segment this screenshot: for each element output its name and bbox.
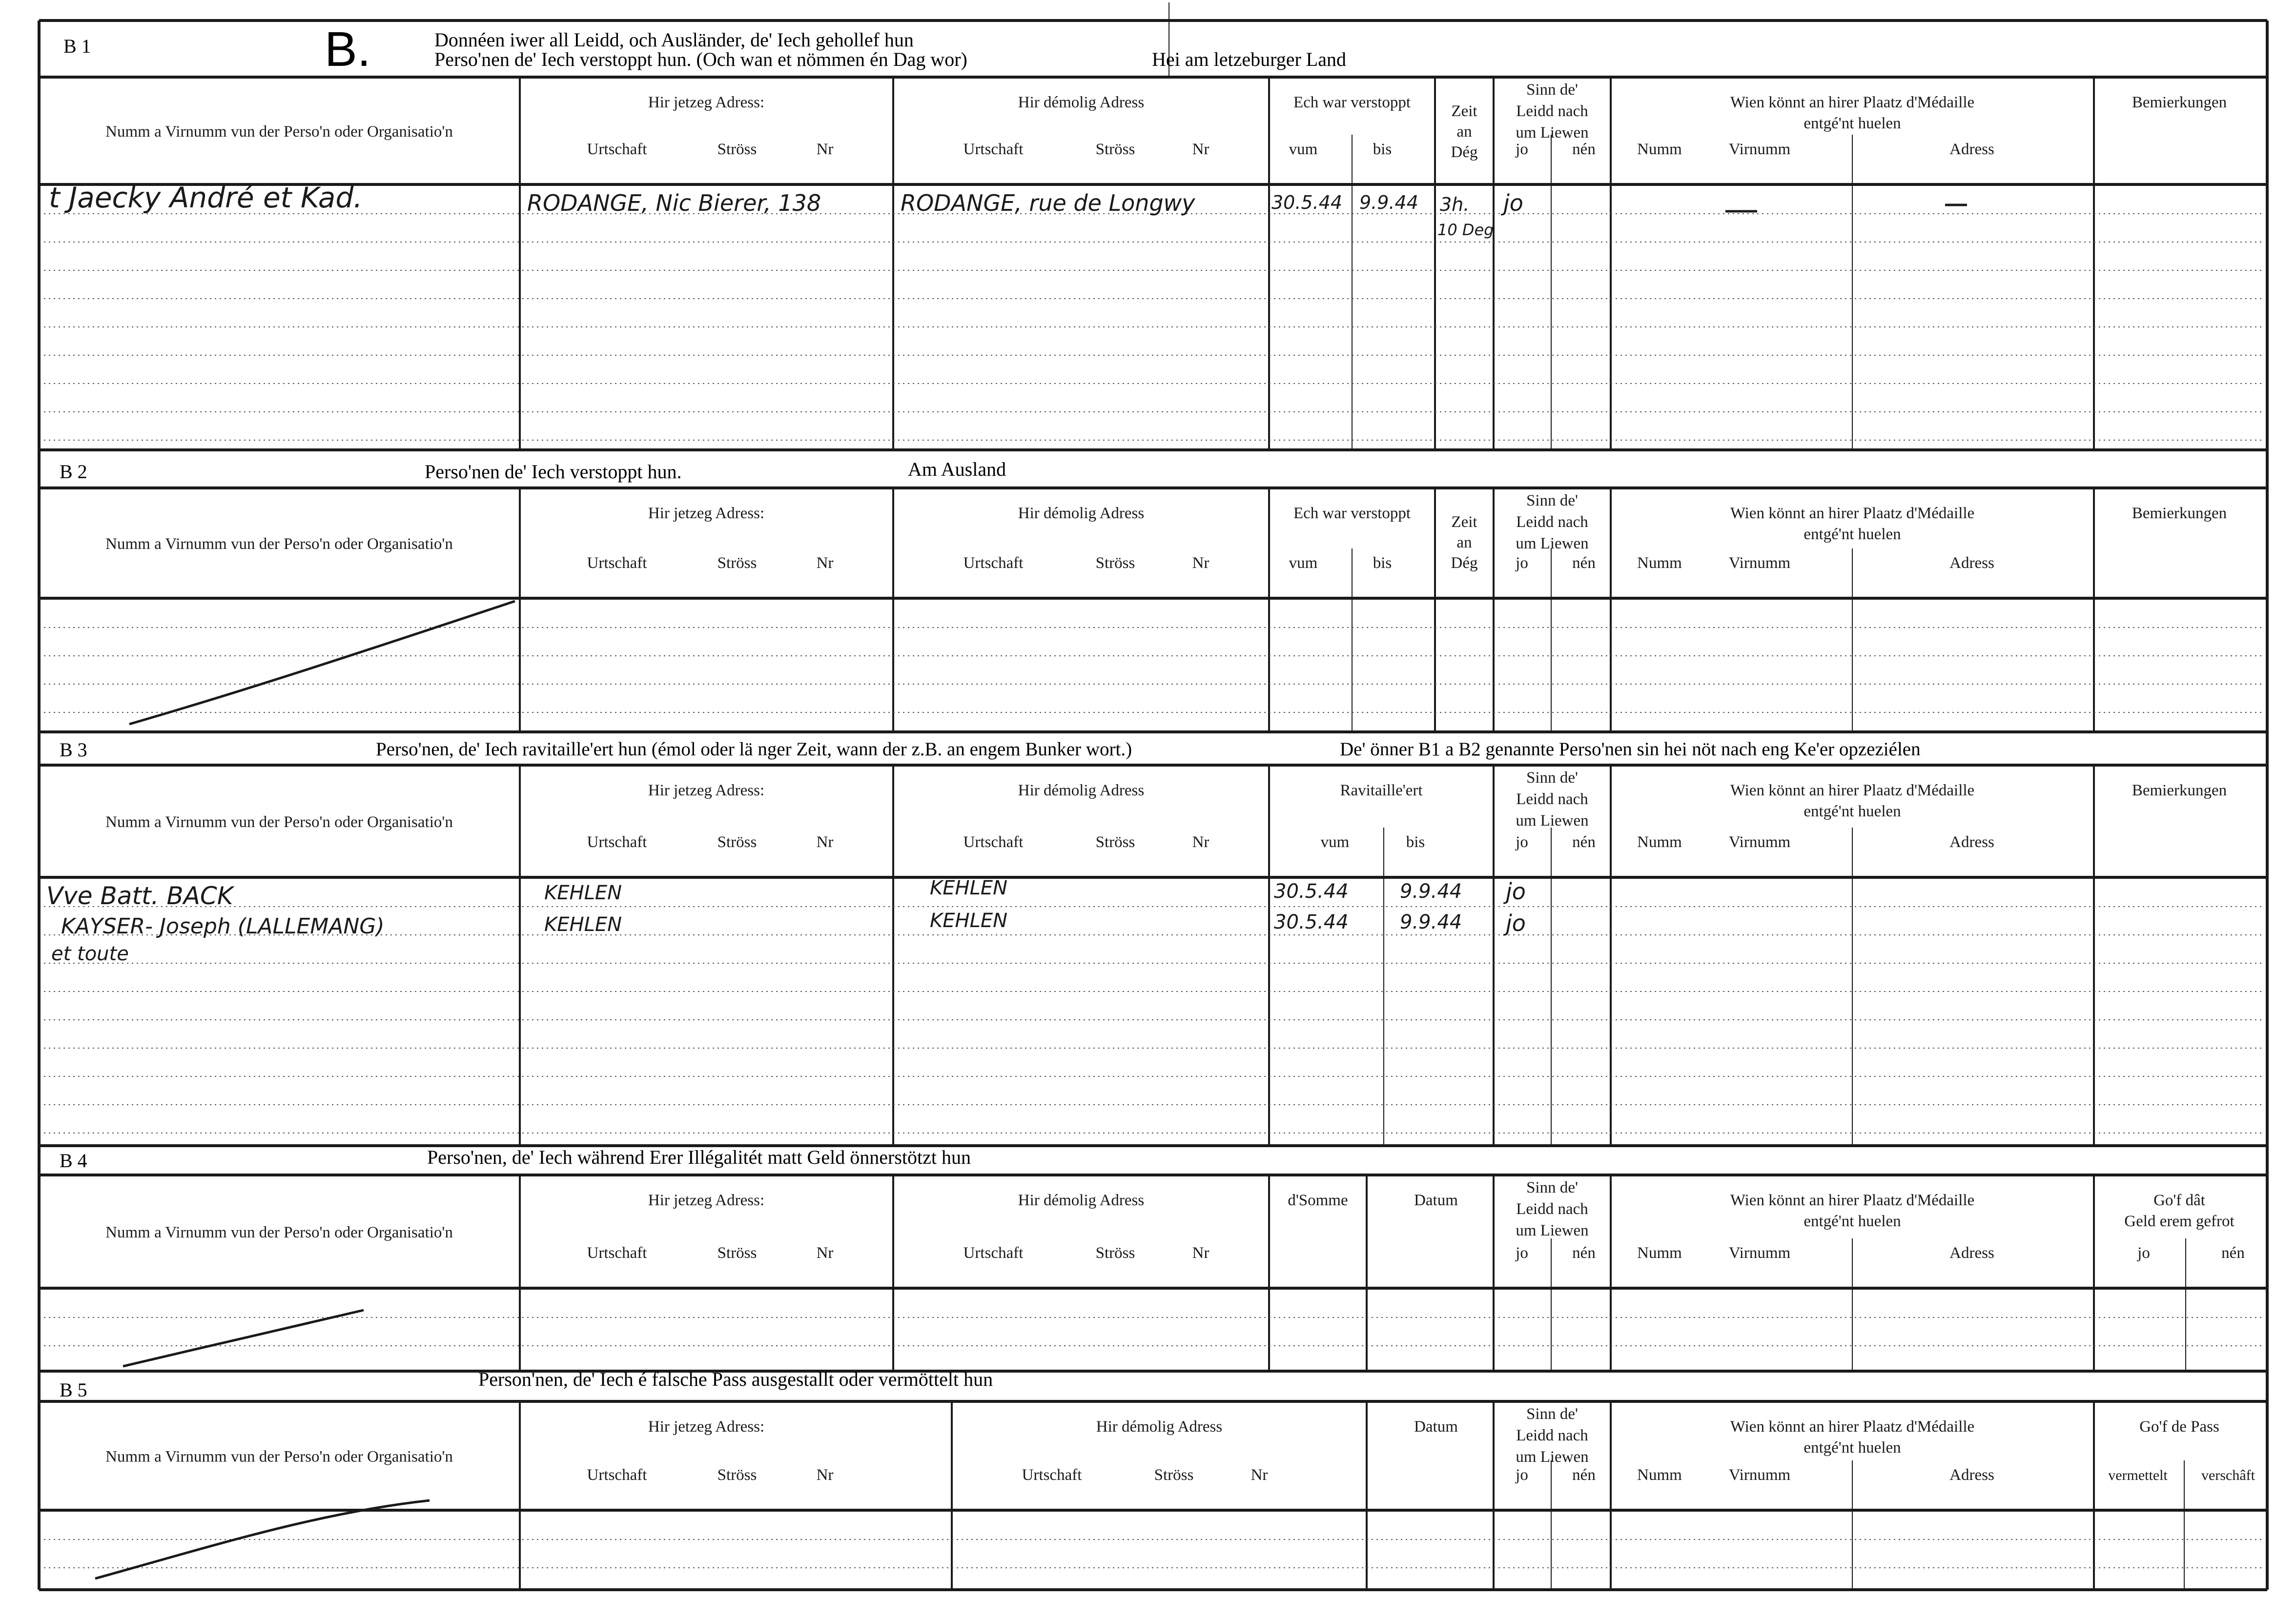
big-section-letter: B. [325, 22, 371, 77]
dotted-row-lines [44, 214, 2262, 1568]
header-label-stross: Ströss [1095, 554, 1135, 572]
header-label-sinn3: um Liewen [1516, 1222, 1589, 1239]
header-label-sinn2: Leidd nach [1516, 1200, 1588, 1218]
header-label-urtschaft: Urtschaft [1022, 1466, 1082, 1484]
header-label-name_col: Numm a Virnumm vun der Perso'n oder Organisatio'n [105, 1224, 453, 1241]
header-label-stross: Ströss [717, 1466, 757, 1484]
b3-entry-rows [46, 877, 1526, 965]
header-label-sinn3: um Liewen [1516, 1448, 1589, 1466]
b3-title: Perso'nen, de' Iech ravitaille'ert hun (émol oder lä nger Zeit, wann der z.B. an engem Bunker wort.) [376, 739, 1132, 760]
header-label-sinn1: Sinn de' [1526, 81, 1578, 99]
header-label-gof1: Go'f dât [2153, 1192, 2205, 1209]
header-label-jo: jo [1516, 1466, 1528, 1484]
b1-to-date-entry: 9.9.44 [1359, 192, 1418, 213]
b4-strike-line [123, 1310, 364, 1366]
header-label-numm: Numm [1637, 1466, 1682, 1484]
header-label-medal2: entgé'nt huelen [1804, 1439, 1901, 1457]
header-label-stross: Ströss [717, 833, 757, 851]
header-label-stross: Ströss [1095, 1244, 1135, 1262]
b3-row3-name-entry: et toute [51, 943, 129, 965]
header-label-sinn2: Leidd nach [1516, 513, 1588, 531]
header-label-sinn3: um Liewen [1516, 535, 1589, 552]
b1-days-entry-1: 3h. [1440, 194, 1470, 215]
header-label-remarks: Bemierkungen [2132, 505, 2227, 522]
header-label-current_address: Hir jetzeg Adress: [648, 782, 765, 799]
b3-right-title: De' önner B1 a B2 genannte Perso'nen sin hei nöt nach eng Ke'er opzeziélen [1340, 739, 1921, 760]
header-label-medal2: entgé'nt huelen [1804, 526, 1901, 543]
header-label-name_col: Numm a Virnumm vun der Perso'n oder Organisatio'n [105, 123, 453, 141]
form-title-line1: Donnéen iwer all Leidd, och Ausländer, de' Iech gehollef hun [434, 29, 914, 51]
header-label-remarks: Bemierkungen [2132, 782, 2227, 799]
header-label-vum: vum [1289, 554, 1318, 572]
b5-code: B 5 [60, 1379, 87, 1401]
header-label-jo: jo [1516, 833, 1528, 851]
header-label-name_col: Numm a Virnumm vun der Perso'n oder Organisatio'n [105, 813, 453, 831]
b1-from-date-entry: 30.5.44 [1271, 192, 1343, 213]
header-label-stross: Ströss [717, 141, 757, 158]
header-label-nr: Nr [816, 1466, 834, 1484]
header-label-stross: Ströss [1095, 833, 1135, 851]
b4-code: B 4 [60, 1150, 87, 1172]
header-label-medal1: Wien könnt an hirer Plaatz d'Médaille [1730, 782, 1975, 799]
header-label-nr: Nr [1192, 833, 1210, 851]
header-label-adress: Adress [1949, 141, 1994, 158]
header-label-nr: Nr [1192, 141, 1210, 158]
header-label-vum: vum [1289, 141, 1318, 158]
column-header-labels [105, 81, 2255, 1484]
b2-right-title: Am Ausland [908, 458, 1006, 480]
header-label-adress: Adress [1949, 1466, 1994, 1484]
header-label-urtschaft: Urtschaft [587, 833, 647, 851]
header-label-numm: Numm [1637, 833, 1682, 851]
header-label-current_address: Hir jetzeg Adress: [648, 1192, 765, 1209]
header-label-gofpass: Go'f de Pass [2139, 1418, 2219, 1436]
header-label-current_address: Hir jetzeg Adress: [648, 1418, 765, 1436]
b3-row2-current-entry: KEHLEN [544, 913, 622, 936]
header-label-nen: nén [1572, 1244, 1596, 1262]
header-label-nen: nén [1572, 141, 1596, 158]
header-label-medal1: Wien könnt an hirer Plaatz d'Médaille [1730, 1418, 1975, 1436]
header-label-bis: bis [1373, 554, 1392, 572]
b3-row1-current-entry: KEHLEN [544, 882, 622, 904]
header-label-urtschaft: Urtschaft [587, 1244, 647, 1262]
header-label-zeit1: Zeit [1451, 513, 1477, 531]
header-label-vum: vum [1320, 833, 1350, 851]
header-label-sinn2: Leidd nach [1516, 790, 1588, 808]
header-label-sinn1: Sinn de' [1526, 492, 1578, 509]
header-label-virnumm: Virnumm [1728, 554, 1791, 572]
header-label-gof2: Geld erem gefrot [2124, 1213, 2234, 1230]
header-label-former_address: Hir démolig Adress [1018, 505, 1145, 522]
header-label-hidden: Ech war verstoppt [1293, 505, 1411, 522]
header-label-former_address: Hir démolig Adress [1018, 94, 1145, 111]
header-label-urtschaft: Urtschaft [963, 554, 1024, 572]
header-label-sinn2: Leidd nach [1516, 102, 1588, 120]
header-label-nr: Nr [1250, 1466, 1268, 1484]
header-label-medal1: Wien könnt an hirer Plaatz d'Médaille [1730, 94, 1975, 111]
header-label-current_address: Hir jetzeg Adress: [648, 94, 765, 111]
header-label-sinn2: Leidd nach [1516, 1427, 1588, 1444]
header-label-former_address: Hir démolig Adress [1018, 1192, 1145, 1209]
header-label-medal2: entgé'nt huelen [1804, 1213, 1901, 1230]
header-label-stross: Ströss [1154, 1466, 1194, 1484]
form-title-line2-right: Hei am letzeburger Land [1152, 48, 1346, 70]
header-label-nen: nén [2221, 1244, 2245, 1262]
header-label-sinn3: um Liewen [1516, 812, 1589, 830]
header-label-numm: Numm [1637, 141, 1682, 158]
header-label-numm: Numm [1637, 1244, 1682, 1262]
header-label-stross: Ströss [1095, 141, 1135, 158]
header-label-jo: jo [1516, 554, 1528, 572]
header-label-nr: Nr [816, 141, 834, 158]
header-label-nr: Nr [816, 554, 834, 572]
b1-name-entry: t Jaecky André et Kad. [49, 181, 363, 214]
header-label-zeit2: an [1456, 534, 1472, 551]
header-label-zeit3: Dég [1451, 554, 1478, 572]
b1-days-entry-2: 10 Deg [1437, 221, 1494, 239]
b3-row2-former-entry: KEHLEN [930, 910, 1008, 932]
header-label-somme: d'Somme [1288, 1192, 1348, 1209]
header-label-nr: Nr [816, 1244, 834, 1262]
header-label-sinn1: Sinn de' [1526, 1179, 1578, 1196]
b2-code: B 2 [60, 461, 87, 483]
header-label-zeit2: an [1456, 123, 1472, 141]
header-label-adress: Adress [1949, 1244, 1994, 1262]
header-label-zeit1: Zeit [1451, 102, 1477, 120]
header-label-datum: Datum [1414, 1418, 1458, 1436]
b2-title: Perso'nen de' Iech verstoppt hun. [425, 461, 682, 483]
header-label-name_col: Numm a Virnumm vun der Perso'n oder Organisatio'n [105, 535, 453, 553]
header-label-virnumm: Virnumm [1728, 1466, 1791, 1484]
b1-alive-entry: jo [1503, 190, 1523, 216]
b1-entry-row [49, 181, 1523, 239]
header-label-jo: jo [1516, 1244, 1528, 1262]
b3-row1-to-entry: 9.9.44 [1400, 880, 1462, 903]
header-label-name_col: Numm a Virnumm vun der Perso'n oder Organisatio'n [105, 1448, 453, 1466]
header-label-sinn3: um Liewen [1516, 124, 1589, 142]
header-label-urtschaft: Urtschaft [963, 141, 1024, 158]
b1-former-address-entry: RODANGE, rue de Longwy [901, 190, 1195, 216]
b3-row1-former-entry: KEHLEN [930, 877, 1008, 899]
b5-title: Person'nen, de' Iech é falsche Pass ausgestallt oder vermöttelt hun [478, 1368, 993, 1390]
b3-row2-to-entry: 9.9.44 [1400, 911, 1462, 933]
b3-row2-alive-entry: jo [1506, 910, 1526, 936]
header-label-jo: jo [2137, 1244, 2150, 1262]
header-label-urtschaft: Urtschaft [587, 554, 647, 572]
header-label-current_address: Hir jetzeg Adress: [648, 505, 765, 522]
header-label-virnumm: Virnumm [1728, 833, 1791, 851]
header-label-urtschaft: Urtschaft [963, 1244, 1024, 1262]
header-label-former_address: Hir démolig Adress [1018, 782, 1145, 799]
header-label-nr: Nr [1192, 554, 1210, 572]
b3-row2-name-entry: KAYSER- Joseph (LALLEMANG) [61, 914, 385, 939]
b4-title: Perso'nen, de' Iech während Erer Illégalitét matt Geld önnerstötzt hun [427, 1146, 971, 1168]
header-label-nen: nén [1572, 1466, 1596, 1484]
b1-code: B 1 [63, 35, 91, 57]
header-label-vermettelt: vermettelt [2108, 1467, 2168, 1483]
header-label-bis: bis [1373, 141, 1392, 158]
header-label-stross: Ströss [717, 1244, 757, 1262]
header-label-nr: Nr [1192, 1244, 1210, 1262]
header-label-remarks: Bemierkungen [2132, 94, 2227, 111]
header-label-bis: bis [1406, 833, 1425, 851]
header-label-nr: Nr [816, 833, 834, 851]
b3-row1-from-entry: 30.5.44 [1274, 880, 1349, 903]
header-label-medal1: Wien könnt an hirer Plaatz d'Médaille [1730, 1192, 1975, 1209]
header-label-numm: Numm [1637, 554, 1682, 572]
header-label-ravitaillert: Ravitaille'ert [1340, 782, 1423, 799]
header-label-sinn1: Sinn de' [1526, 769, 1578, 787]
header-label-zeit3: Dég [1451, 143, 1478, 161]
header-label-verschaft: verschâft [2201, 1467, 2255, 1483]
b2-strike-line [129, 601, 515, 724]
header-label-medal2: entgé'nt huelen [1804, 115, 1901, 132]
b3-row2-from-entry: 30.5.44 [1274, 911, 1349, 933]
header-label-urtschaft: Urtschaft [963, 833, 1024, 851]
header-label-medal1: Wien könnt an hirer Plaatz d'Médaille [1730, 505, 1975, 522]
header-label-datum: Datum [1414, 1192, 1458, 1209]
b5-strike-line [95, 1500, 430, 1579]
header-label-nen: nén [1572, 554, 1596, 572]
b1-current-address-entry: RODANGE, Nic Bierer, 138 [527, 190, 821, 216]
header-label-urtschaft: Urtschaft [587, 1466, 647, 1484]
header-label-adress: Adress [1949, 554, 1994, 572]
header-label-hidden: Ech war verstoppt [1293, 94, 1411, 111]
b3-code: B 3 [60, 739, 87, 761]
header-label-urtschaft: Urtschaft [587, 141, 647, 158]
header-label-nen: nén [1572, 833, 1596, 851]
header-label-medal2: entgé'nt huelen [1804, 803, 1901, 820]
header-label-former_address: Hir démolig Adress [1096, 1418, 1223, 1436]
header-label-sinn1: Sinn de' [1526, 1405, 1578, 1423]
header-label-virnumm: Virnumm [1728, 1244, 1791, 1262]
b3-row1-name-entry: Vve Batt. BACK [46, 882, 233, 910]
form-title-line2: Perso'nen de' Iech verstoppt hun. (Och wan et nömmen én Dag wor) [434, 48, 967, 70]
b3-row1-alive-entry: jo [1506, 878, 1526, 905]
header-label-stross: Ströss [717, 554, 757, 572]
header-label-virnumm: Virnumm [1728, 141, 1791, 158]
header-label-adress: Adress [1949, 833, 1994, 851]
header-label-jo: jo [1516, 141, 1528, 158]
